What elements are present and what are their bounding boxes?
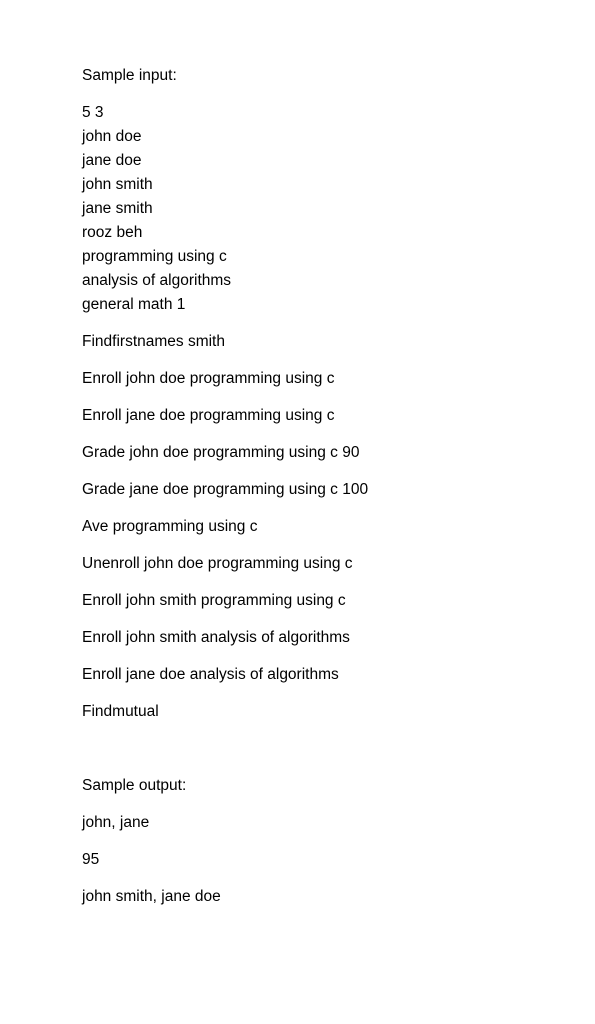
command-line: Enroll john smith analysis of algorithms [82, 629, 350, 646]
document-page [82, 64, 582, 922]
input-line: general math 1 [82, 296, 186, 313]
command-line: Enroll jane doe analysis of algorithms [82, 666, 339, 683]
input-line: rooz beh [82, 224, 143, 241]
input-line: jane smith [82, 200, 153, 217]
command-line: Enroll jane doe programming using c [82, 407, 335, 424]
sample-output-heading: Sample output: [82, 777, 187, 794]
output-line: 95 [82, 851, 100, 868]
input-line: programming using c [82, 248, 227, 265]
command-line: Grade jane doe programming using c 100 [82, 481, 369, 498]
command-line: Findmutual [82, 703, 159, 720]
input-line: jane doe [82, 152, 142, 169]
command-line: Enroll john doe programming using c [82, 370, 335, 387]
command-line: Unenroll john doe programming using c [82, 555, 353, 572]
output-line: john smith, jane doe [82, 888, 221, 905]
command-line: Enroll john smith programming using c [82, 592, 346, 609]
input-line: john smith [82, 176, 153, 193]
input-header-block [82, 101, 582, 317]
output-line: john, jane [82, 814, 150, 831]
input-line: john doe [82, 128, 142, 145]
command-line: Grade john doe programming using c 90 [82, 444, 360, 461]
command-line: Findfirstnames smith [82, 333, 225, 350]
input-line: 5 3 [82, 104, 104, 121]
command-line: Ave programming using c [82, 518, 258, 535]
sample-input-heading: Sample input: [82, 67, 177, 84]
section-spacer [82, 737, 582, 774]
input-line: analysis of algorithms [82, 272, 232, 289]
